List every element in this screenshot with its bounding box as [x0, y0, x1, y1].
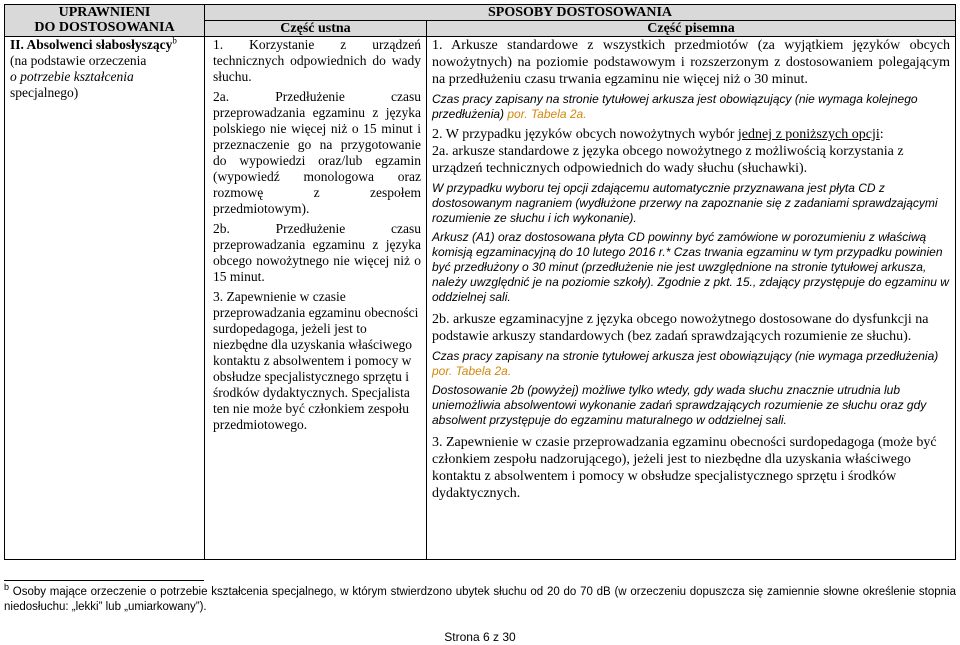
- page-number: Strona 6 z 30: [444, 630, 516, 644]
- subheader-oral: Część ustna: [205, 21, 427, 37]
- entitled-line4: specjalnego): [10, 85, 79, 100]
- footnote-ref-b: b: [172, 35, 177, 46]
- oral-item-3: 3. Zapewnienie w czasie przeprowadzania egzaminu obecności surdopedagoga, jeżeli jest to niezbędne dla uzyskania właściwego kontaktu z absolwentem i pomocy w obsłudze specjalistycznego sprzętu i środków dydaktycznych. Specjalista ten nie może być członkiem zespołu przedmiotowego.: [213, 289, 419, 432]
- footnote-separator: [4, 580, 204, 581]
- written-item-3: 3. Zapewnienie w czasie przeprowadzania egzaminu obecności surdopedagoga (może być członkiem zespołu nadzorującego), jeżeli jest to niezbędne dla uzyskania właściwego kontaktu z absolwentem i pomocy w obsłudze specjalistycznego sprzętu i środków dydaktycznych.: [432, 435, 937, 501]
- written-cell: [427, 37, 956, 560]
- written-note-5: Dostosowanie 2b (powyżej) możliwe tylko wtedy, gdy wada słuchu znacznie utrudnia lub uniemożliwia absolwentowi wykonanie zadań sprawdzających rozumienie ze słuchu oraz gdy absolwent przystępuje do egzaminu maturalnego w oddzielnej sali.: [432, 383, 927, 427]
- oral-item-2b: 2b. Przedłużenie czasu przeprowadzania egzaminu z języka obcego nowożytnego nie więcej niż o 15 minut.: [213, 221, 421, 284]
- written-note-2: W przypadku wyboru tej opcji zdającemu automatycznie przyznawana jest płyta CD z dostosowanym nagraniem (wydłużone przerwy na zapoznanie się z zadaniami sprawdzającymi rozumienie ze słuchu i ich wykonanie).: [432, 181, 938, 225]
- written-item-2-underlined: jednej z poniższych opcji: [737, 127, 880, 142]
- written-note-1-text: Czas pracy zapisany na stronie tytułowej arkusza jest obowiązujący (nie wymaga kolejnego przedłużenia): [432, 92, 918, 121]
- written-note-4-ref: por. Tabela 2a.: [432, 364, 512, 378]
- written-note-1: [432, 92, 950, 122]
- header-entitled: [5, 5, 205, 37]
- adaptation-table: [4, 4, 956, 560]
- written-item-2a: 2a. arkusze standardowe z języka obcego nowożytnego z możliwością korzystania z urządzeń technicznych odpowiednich do wady słuchu (słuchawki).: [432, 144, 904, 176]
- footnote: [4, 582, 956, 615]
- table-row: [5, 37, 956, 560]
- written-item-2: [432, 126, 950, 143]
- written-item-2-start: 2. W przypadku języków obcych nowożytnych wybór: [432, 127, 738, 142]
- oral-cell: [205, 37, 427, 560]
- footnote-text: Osoby mające orzeczenie o potrzebie kształcenia specjalnego, w którym stwierdzono ubytek słuchu od 20 do 70 dB (w orzeczeniu dopuszcza się zamiennie słowne określenie stopnia niedosłuchu: „lekki” lub „umiarkowany”).: [4, 586, 956, 613]
- entitled-title: [10, 37, 199, 53]
- entitled-title-text: II. Absolwenci słabosłyszący: [10, 37, 173, 52]
- written-note-1-ref: por. Tabela 2a.: [507, 107, 587, 121]
- subheader-written: Część pisemna: [427, 21, 956, 37]
- entitled-line2: (na podstawie orzeczenia: [10, 53, 147, 68]
- oral-item-2a: 2a. Przedłużenie czasu przeprowadzania egzaminu z języka polskiego nie więcej niż o 15 minut i przeznaczenie go na przygotowanie do wypowiedzi oraz/lub egzamin (wypowiedź monologowa oraz rozmowę z zespołem przedmiotowym).: [213, 89, 421, 216]
- header-entitled-line1: UPRAWNIENI: [58, 5, 151, 20]
- written-item-1: 1. Arkusze standardowe z wszystkich przedmiotów (za wyjątkiem języków obcych nowożytnych) na poziomie podstawowym i rozszerzonym z dostosowaniem polegającym na przedłużeniu czasu trwania egzaminu nie więcej niż o 30 minut.: [432, 38, 950, 87]
- written-note-3: Arkusz (A1) oraz dostosowana płyta CD powinny być zamówione w porozumieniu z właściwą komisją egzaminacyjną do 10 lutego 2016 r.* Czas trwania egzaminu w tym przypadku powinien być przedłużony o 30 minut (przedłużenie nie jest uwzględnione na stronie tytułowej arkusza, należy uwzględnić je na poziomie szkoły). Zgodnie z pkt. 15., zdający przystępuje do egzaminu w oddzielnej sali.: [432, 230, 949, 304]
- entitled-cell: [5, 37, 205, 560]
- footnote-marker: b: [4, 582, 10, 593]
- oral-item-1: 1. Korzystanie z urządzeń technicznych odpowiednich do wady słuchu.: [213, 37, 421, 84]
- written-note-4: [432, 349, 950, 379]
- written-note-4-text: Czas pracy zapisany na stronie tytułowej arkusza jest obowiązujący (nie wymaga przedłużenia): [432, 349, 939, 363]
- header-methods: SPOSOBY DOSTOSOWANIA: [205, 5, 956, 21]
- table-header-row: [5, 5, 956, 21]
- header-entitled-line2: DO DOSTOSOWANIA: [34, 20, 175, 35]
- written-item-2b: 2b. arkusze egzaminacyjne z języka obcego nowożytnego dostosowane do dysfunkcji na podstawie arkuszy standardowych (bez zadań sprawdzających rozumienie ze słuchu).: [432, 312, 929, 344]
- written-item-2-end: :: [879, 127, 884, 142]
- entitled-line3: o potrzebie kształcenia: [10, 69, 134, 84]
